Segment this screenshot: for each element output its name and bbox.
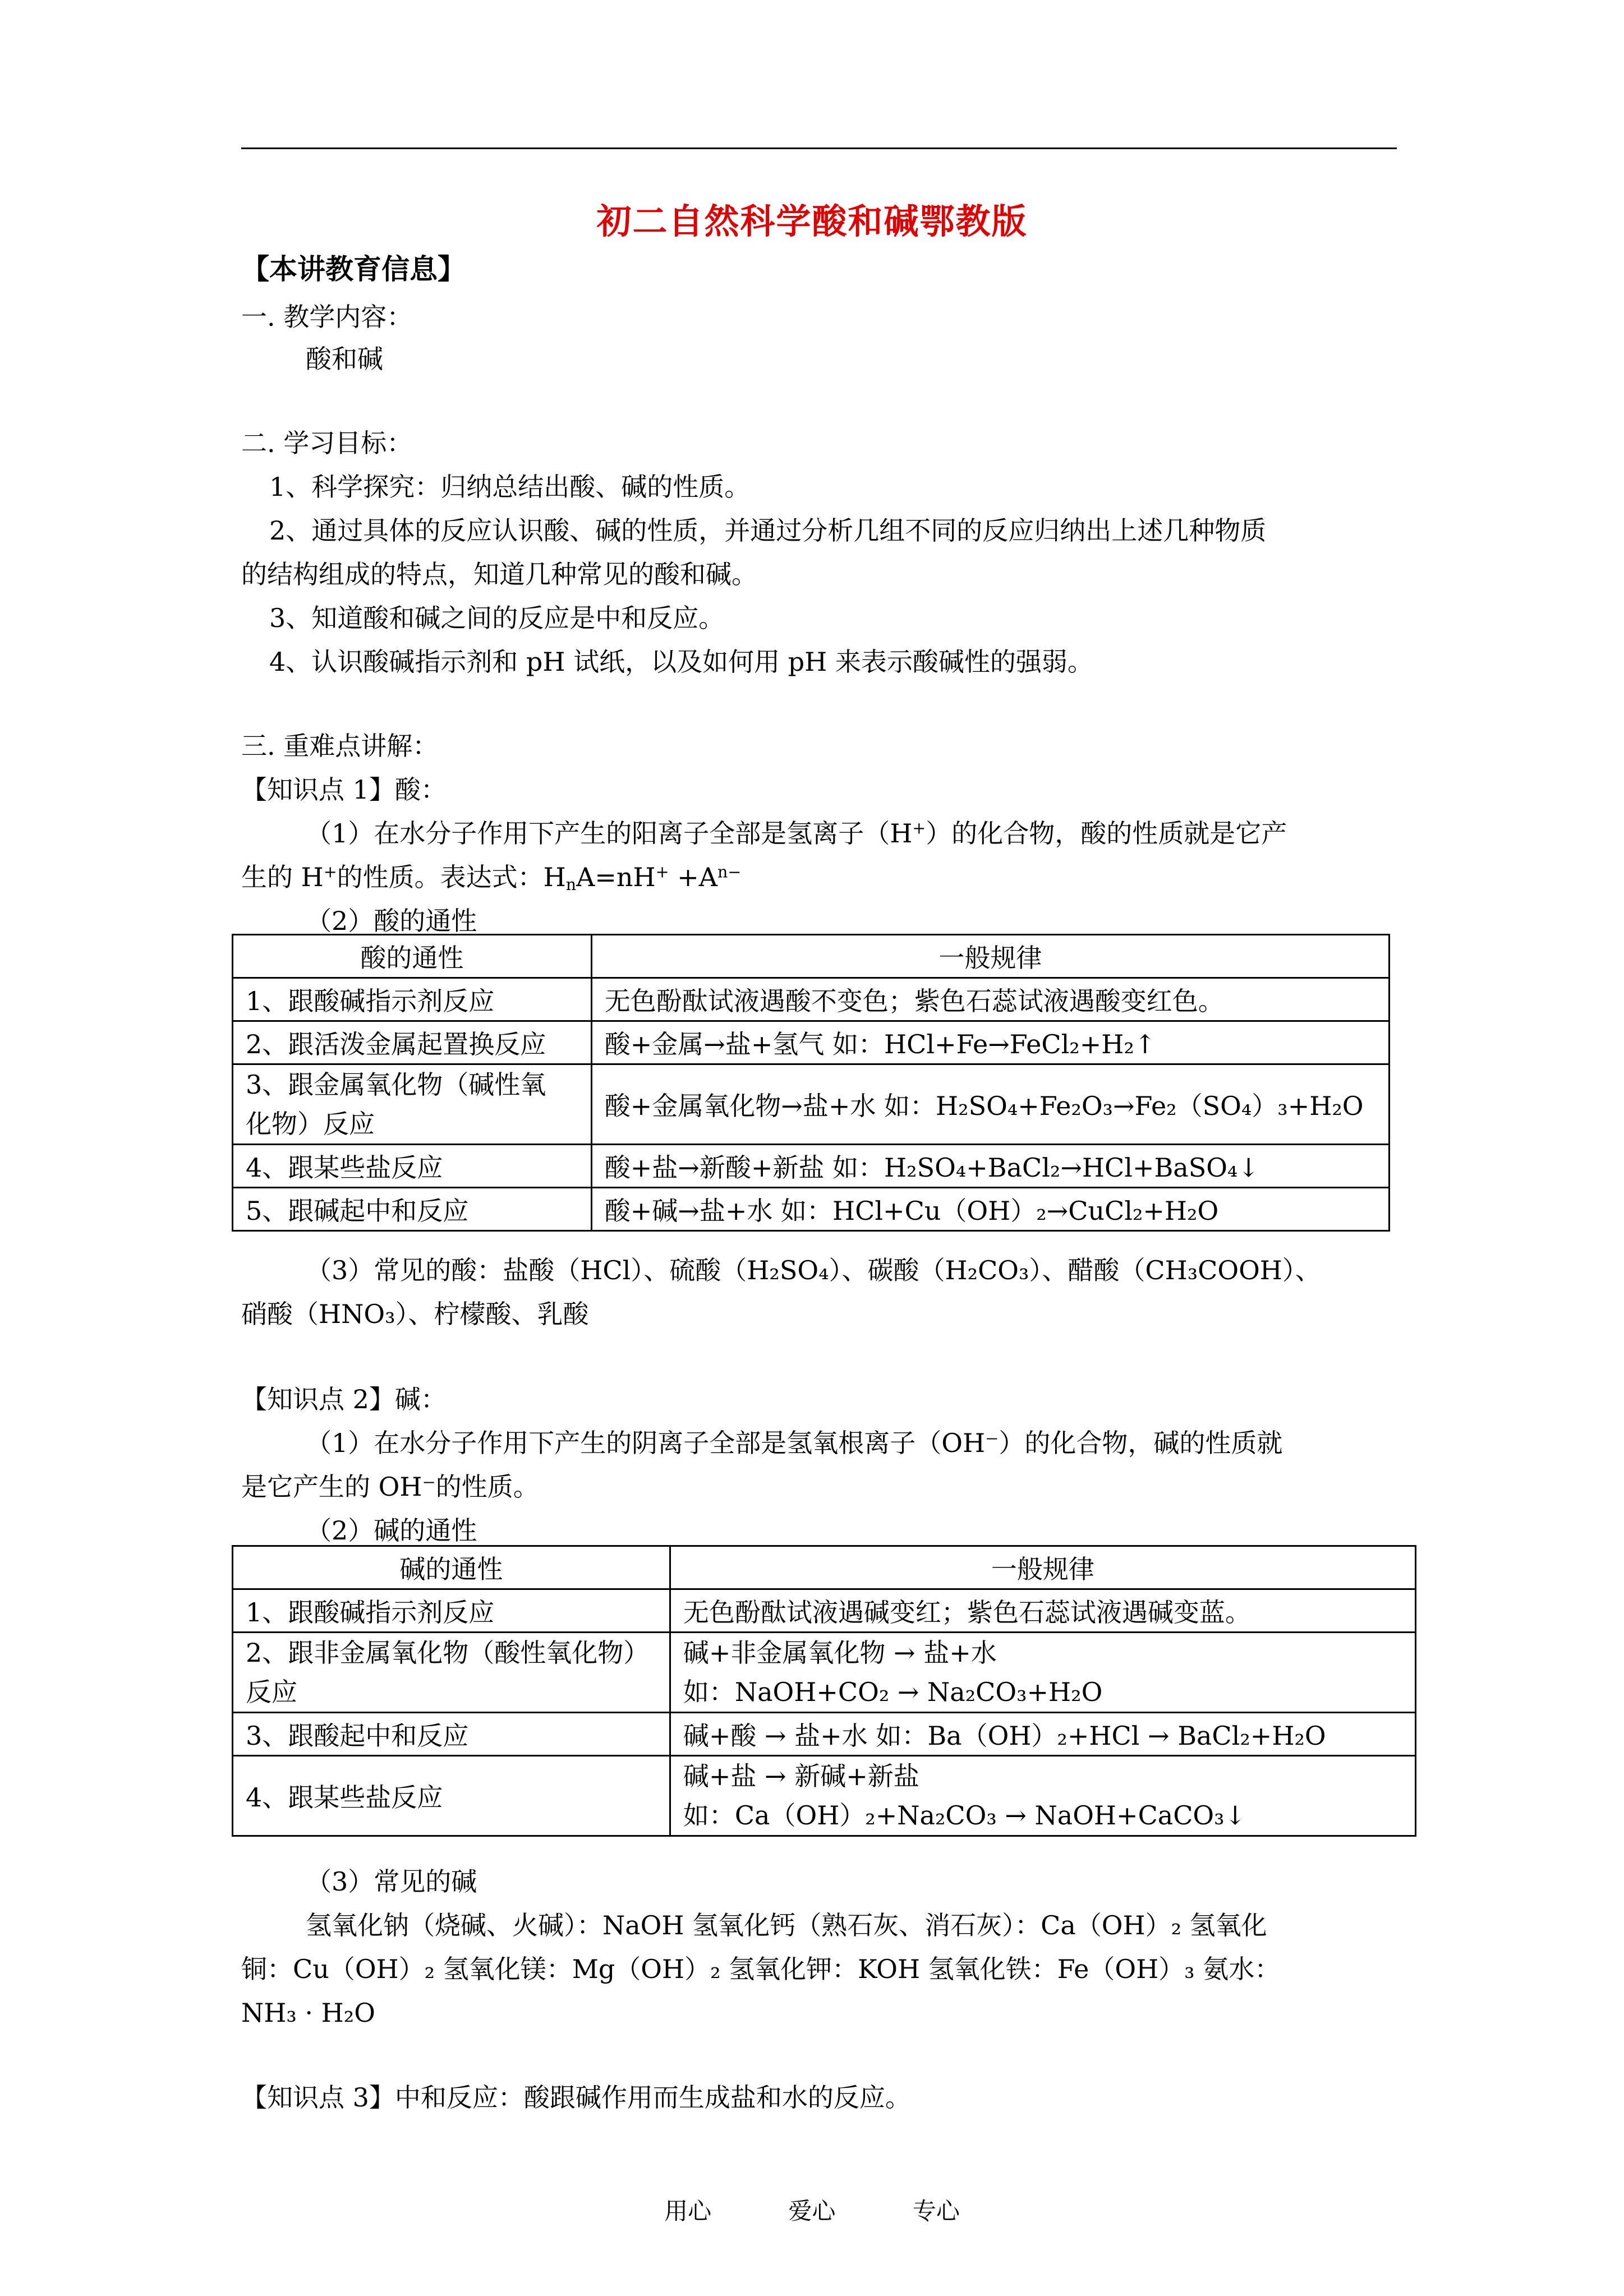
table-header-row bbox=[233, 1546, 1416, 1589]
k2-p3: （3）常见的碱 bbox=[306, 1866, 477, 1897]
table-cell bbox=[670, 1756, 1415, 1836]
goal-1: 1、科学探究：归纳总结出酸、碱的性质。 bbox=[269, 472, 751, 502]
k2-heading: 【知识点 2】碱： bbox=[241, 1384, 447, 1414]
table-header-cell: 碱的通性 bbox=[233, 1546, 670, 1589]
s2-heading: 二. 学习目标： bbox=[241, 428, 413, 458]
table-cell bbox=[233, 1633, 670, 1713]
k1-p1a: （1）在水分子作用下产生的阳离子全部是氢离子（H+）的化合物，酸的性质就是它产 bbox=[306, 818, 1287, 849]
footer-item: 专心 bbox=[912, 2197, 960, 2225]
table-cell: 2、跟活泼金属起置换反应 bbox=[233, 1021, 592, 1064]
table-cell: 4、跟某些盐反应 bbox=[233, 1145, 592, 1188]
base-properties-table bbox=[232, 1545, 1416, 1837]
cell-line: 2、跟非金属氧化物（酸性氧化物） bbox=[246, 1638, 650, 1668]
table-cell: 4、跟某些盐反应 bbox=[233, 1756, 670, 1836]
table-cell: 无色酚酞试液遇碱变红；紫色石蕊试液遇碱变蓝。 bbox=[670, 1589, 1415, 1633]
table-cell: 1、跟酸碱指示剂反应 bbox=[233, 978, 592, 1021]
table-cell: 酸+盐→新酸+新盐 如：H₂SO₄+BaCl₂→HCl+BaSO₄↓ bbox=[591, 1145, 1389, 1188]
table-cell: 酸+碱→盐+水 如：HCl+Cu（OH）₂→CuCl₂+H₂O bbox=[591, 1188, 1389, 1231]
footer-item: 用心 bbox=[664, 2197, 712, 2225]
k2-p1b: 是它产生的 OH⁻的性质。 bbox=[241, 1472, 539, 1502]
table-row bbox=[233, 1589, 1416, 1633]
table-cell: 酸+金属氧化物→盐+水 如：H₂SO₄+Fe₂O₃→Fe₂（SO₄）₃+H₂O bbox=[591, 1064, 1389, 1145]
cell-line: 碱+盐 → 新碱+新盐 bbox=[683, 1761, 919, 1791]
cell-line: 如：NaOH+CO₂ → Na₂CO₃+H₂O bbox=[683, 1677, 1103, 1707]
cell-line: 3、跟金属氧化物（碱性氧 bbox=[246, 1069, 546, 1100]
goal-4: 4、认识酸碱指示剂和 pH 试纸，以及如何用 pH 来表示酸碱性的强弱。 bbox=[269, 647, 1093, 677]
table-row bbox=[233, 1021, 1390, 1064]
table-cell: 酸+金属→盐+氢气 如：HCl+Fe→FeCl₂+H₂↑ bbox=[591, 1021, 1389, 1064]
goal-3: 3、知道酸和碱之间的反应是中和反应。 bbox=[269, 603, 725, 633]
goal-2a: 2、通过具体的反应认识酸、碱的性质，并通过分析几组不同的反应归纳出上述几种物质 bbox=[269, 515, 1267, 546]
table-header-cell: 酸的通性 bbox=[233, 935, 592, 978]
k2-p1a: （1）在水分子作用下产生的阴离子全部是氢氧根离子（OH⁻）的化合物，碱的性质就 bbox=[306, 1428, 1283, 1458]
table-header-cell: 一般规律 bbox=[591, 935, 1389, 978]
acid-properties-table bbox=[232, 934, 1390, 1232]
table-row bbox=[233, 1633, 1416, 1713]
section-heading: 【本讲教育信息】 bbox=[241, 252, 466, 285]
k2-p4c: NH₃ · H₂O bbox=[241, 1998, 375, 2028]
table-row bbox=[233, 1188, 1390, 1231]
header-rule bbox=[241, 147, 1397, 149]
table-row bbox=[233, 1064, 1390, 1145]
goal-2b: 的结构组成的特点，知道几种常见的酸和碱。 bbox=[241, 559, 757, 589]
k3-heading: 【知识点 3】中和反应：酸跟碱作用而生成盐和水的反应。 bbox=[241, 2082, 911, 2113]
table-cell: 碱+酸 → 盐+水 如：Ba（OH）₂+HCl → BaCl₂+H₂O bbox=[670, 1713, 1415, 1756]
k1-p3a: （3）常见的酸：盐酸（HCl）、硫酸（H₂SO₄）、碳酸（H₂CO₃）、醋酸（CH₃COOH）、 bbox=[306, 1255, 1321, 1285]
footer-item: 爱心 bbox=[788, 2197, 836, 2225]
table-header-cell: 一般规律 bbox=[670, 1546, 1415, 1589]
cell-line: 碱+非金属氧化物 → 盐+水 bbox=[683, 1638, 997, 1668]
page-title: 初二自然科学酸和碱鄂教版 bbox=[596, 201, 1028, 242]
k1-p1b: 生的 H+的性质。表达式：$H_nA=nH^+ +A^{n-}$ bbox=[241, 862, 742, 895]
k2-p2: （2）碱的通性 bbox=[306, 1515, 477, 1546]
s1-heading: 一. 教学内容： bbox=[241, 302, 413, 332]
table-cell bbox=[233, 1064, 592, 1145]
table-cell: 1、跟酸碱指示剂反应 bbox=[233, 1589, 670, 1633]
cell-line: 如：Ca（OH）₂+Na₂CO₃ → NaOH+CaCO₃↓ bbox=[683, 1800, 1246, 1831]
k2-p4a: 氢氧化钠（烧碱、火碱）：NaOH 氢氧化钙（熟石灰、消石灰）：Ca（OH）₂ 氢氧化 bbox=[306, 1910, 1267, 1940]
k2-p4b: 铜：Cu（OH）₂ 氢氧化镁：Mg（OH）₂ 氢氧化钾：KOH 氢氧化铁：Fe（OH）₃ 氨水： bbox=[241, 1954, 1281, 1984]
cell-line: 反应 bbox=[246, 1677, 297, 1707]
table-header-row bbox=[233, 935, 1390, 978]
table-row bbox=[233, 1145, 1390, 1188]
table-cell: 3、跟酸起中和反应 bbox=[233, 1713, 670, 1756]
k1-heading: 【知识点 1】酸： bbox=[241, 774, 447, 805]
table-cell: 无色酚酞试液遇酸不变色；紫色石蕊试液遇酸变红色。 bbox=[591, 978, 1389, 1021]
table-row bbox=[233, 1756, 1416, 1836]
k1-p2: （2）酸的通性 bbox=[306, 906, 477, 936]
s3-heading: 三. 重难点讲解： bbox=[241, 731, 439, 761]
cell-line: 化物）反应 bbox=[246, 1109, 375, 1139]
page-footer bbox=[0, 2193, 1624, 2226]
s1-content: 酸和碱 bbox=[306, 344, 383, 374]
table-row bbox=[233, 1713, 1416, 1756]
table-cell bbox=[670, 1633, 1415, 1713]
table-cell: 5、跟碱起中和反应 bbox=[233, 1188, 592, 1231]
k1-p3b: 硝酸（HNO₃）、柠檬酸、乳酸 bbox=[241, 1299, 589, 1329]
table-row bbox=[233, 978, 1390, 1021]
